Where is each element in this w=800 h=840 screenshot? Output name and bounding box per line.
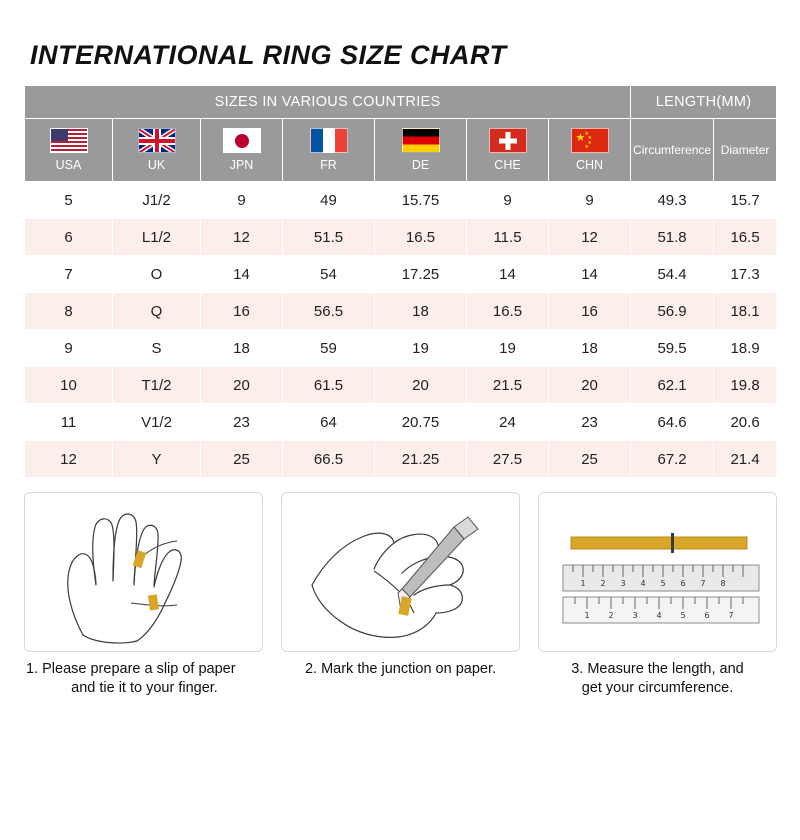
column-header-de — [375, 119, 467, 182]
cell-che: 11.5 — [467, 219, 549, 256]
cell-jpn: 16 — [201, 293, 283, 330]
svg-text:4: 4 — [640, 579, 646, 588]
table-row — [25, 330, 777, 367]
ring-size-table-body — [25, 182, 777, 478]
column-label-jpn: JPN — [229, 158, 254, 172]
step-3 — [538, 492, 777, 698]
hand-marking-paper-with-pen-illustration — [281, 492, 520, 652]
cell-uk: Q — [113, 293, 201, 330]
svg-text:5: 5 — [680, 611, 686, 620]
cell-diameter: 20.6 — [714, 404, 777, 441]
svg-text:5: 5 — [660, 579, 666, 588]
cell-chn: 18 — [549, 330, 631, 367]
cell-de: 15.75 — [375, 182, 467, 219]
cell-uk: V1/2 — [113, 404, 201, 441]
cell-circumference: 51.8 — [631, 219, 714, 256]
step-3-caption — [538, 660, 777, 698]
svg-text:3: 3 — [632, 611, 638, 620]
cell-diameter: 15.7 — [714, 182, 777, 219]
cell-chn: 12 — [549, 219, 631, 256]
cell-uk: Y — [113, 441, 201, 478]
flag-france-icon — [310, 128, 348, 153]
cell-usa: 10 — [25, 367, 113, 404]
cell-usa: 12 — [25, 441, 113, 478]
cell-jpn: 25 — [201, 441, 283, 478]
table-group-header-row — [25, 86, 777, 119]
flag-uk-icon — [138, 128, 176, 153]
ring-size-table — [24, 85, 777, 478]
cell-che: 24 — [467, 404, 549, 441]
column-label-chn: CHN — [575, 158, 604, 172]
cell-che: 27.5 — [467, 441, 549, 478]
cell-che: 21.5 — [467, 367, 549, 404]
cell-chn: 23 — [549, 404, 631, 441]
table-row — [25, 219, 777, 256]
cell-che: 19 — [467, 330, 549, 367]
cell-usa: 11 — [25, 404, 113, 441]
svg-text:6: 6 — [680, 579, 686, 588]
svg-text:8: 8 — [720, 579, 726, 588]
column-header-che — [467, 119, 549, 182]
header-length-mm: LENGTH(MM) — [631, 86, 777, 119]
cell-chn: 25 — [549, 441, 631, 478]
column-label-uk: UK — [147, 158, 166, 172]
cell-chn: 16 — [549, 293, 631, 330]
flag-usa-icon — [50, 128, 88, 153]
flag-switzerland-icon — [489, 128, 527, 153]
svg-text:4: 4 — [656, 611, 662, 620]
table-flag-header-row — [25, 119, 777, 182]
column-label-usa: USA — [55, 158, 82, 172]
svg-text:7: 7 — [728, 611, 734, 620]
cell-uk: S — [113, 330, 201, 367]
step-1 — [24, 492, 263, 698]
ring-size-chart-page — [0, 40, 800, 840]
cell-che: 14 — [467, 256, 549, 293]
cell-circumference: 54.4 — [631, 256, 714, 293]
column-label-diameter: Diameter — [720, 143, 770, 157]
cell-diameter: 18.9 — [714, 330, 777, 367]
cell-circumference: 64.6 — [631, 404, 714, 441]
svg-text:1: 1 — [580, 579, 586, 588]
cell-usa: 8 — [25, 293, 113, 330]
cell-fr: 49 — [283, 182, 375, 219]
cell-fr: 51.5 — [283, 219, 375, 256]
cell-de: 19 — [375, 330, 467, 367]
step-3-caption-line-1: 3. Measure the length, and — [571, 661, 744, 677]
cell-de: 17.25 — [375, 256, 467, 293]
column-header-fr — [283, 119, 375, 182]
cell-jpn: 12 — [201, 219, 283, 256]
column-header-uk — [113, 119, 201, 182]
flag-china-icon: ★ ★ ★ ★ ★ — [571, 128, 609, 153]
hand-with-paper-strip-illustration — [24, 492, 263, 652]
svg-text:3: 3 — [620, 579, 626, 588]
column-header-usa — [25, 119, 113, 182]
table-row — [25, 367, 777, 404]
column-header-jpn — [201, 119, 283, 182]
ruler-measuring-paper-strip-illustration — [538, 492, 777, 652]
cell-diameter: 18.1 — [714, 293, 777, 330]
cell-de: 20 — [375, 367, 467, 404]
svg-text:7: 7 — [700, 579, 706, 588]
column-label-fr: FR — [320, 158, 337, 172]
cell-uk: T1/2 — [113, 367, 201, 404]
cell-circumference: 59.5 — [631, 330, 714, 367]
cell-uk: J1/2 — [113, 182, 201, 219]
cell-jpn: 9 — [201, 182, 283, 219]
cell-jpn: 18 — [201, 330, 283, 367]
step-3-caption-line-2: get your circumference. — [581, 680, 734, 696]
page-title: INTERNATIONAL RING SIZE CHART — [30, 40, 507, 70]
svg-text:6: 6 — [704, 611, 710, 620]
column-header-diameter — [714, 119, 777, 182]
cell-che: 9 — [467, 182, 549, 219]
cell-jpn: 20 — [201, 367, 283, 404]
cell-jpn: 14 — [201, 256, 283, 293]
cell-fr: 64 — [283, 404, 375, 441]
cell-usa: 7 — [25, 256, 113, 293]
cell-fr: 61.5 — [283, 367, 375, 404]
column-label-de: DE — [411, 158, 430, 172]
cell-jpn: 23 — [201, 404, 283, 441]
table-row — [25, 293, 777, 330]
cell-circumference: 49.3 — [631, 182, 714, 219]
cell-diameter: 21.4 — [714, 441, 777, 478]
header-sizes-in-various-countries: SIZES IN VARIOUS COUNTRIES — [25, 86, 631, 119]
cell-fr: 56.5 — [283, 293, 375, 330]
cell-chn: 14 — [549, 256, 631, 293]
flag-germany-icon — [402, 128, 440, 153]
column-label-circumference: Circumference — [633, 143, 712, 157]
step-2-caption-line-1: 2. Mark the junction on paper. — [304, 661, 497, 677]
cell-usa: 9 — [25, 330, 113, 367]
cell-de: 16.5 — [375, 219, 467, 256]
cell-usa: 5 — [25, 182, 113, 219]
table-row — [25, 441, 777, 478]
step-1-caption — [24, 660, 263, 698]
flag-japan-icon — [223, 128, 261, 153]
column-label-che: CHE — [494, 158, 521, 172]
instruction-steps — [24, 492, 776, 698]
table-row — [25, 404, 777, 441]
cell-fr: 59 — [283, 330, 375, 367]
cell-usa: 6 — [25, 219, 113, 256]
cell-circumference: 67.2 — [631, 441, 714, 478]
svg-text:1: 1 — [584, 611, 590, 620]
column-header-circumference — [631, 119, 714, 182]
table-row — [25, 182, 777, 219]
svg-text:2: 2 — [600, 579, 606, 588]
step-1-caption-line-2: and tie it to your finger. — [71, 680, 218, 696]
cell-fr: 54 — [283, 256, 375, 293]
cell-de: 20.75 — [375, 404, 467, 441]
cell-chn: 9 — [549, 182, 631, 219]
cell-uk: L1/2 — [113, 219, 201, 256]
cell-de: 18 — [375, 293, 467, 330]
cell-che: 16.5 — [467, 293, 549, 330]
step-2-caption — [281, 660, 520, 679]
cell-circumference: 62.1 — [631, 367, 714, 404]
table-row — [25, 256, 777, 293]
cell-diameter: 19.8 — [714, 367, 777, 404]
step-2 — [281, 492, 520, 698]
cell-chn: 20 — [549, 367, 631, 404]
cell-de: 21.25 — [375, 441, 467, 478]
cell-circumference: 56.9 — [631, 293, 714, 330]
cell-diameter: 17.3 — [714, 256, 777, 293]
svg-text:2: 2 — [608, 611, 614, 620]
step-1-caption-line-1: 1. Please prepare a slip of paper — [26, 661, 236, 677]
column-header-chn — [549, 119, 631, 182]
cell-diameter: 16.5 — [714, 219, 777, 256]
cell-fr: 66.5 — [283, 441, 375, 478]
cell-uk: O — [113, 256, 201, 293]
